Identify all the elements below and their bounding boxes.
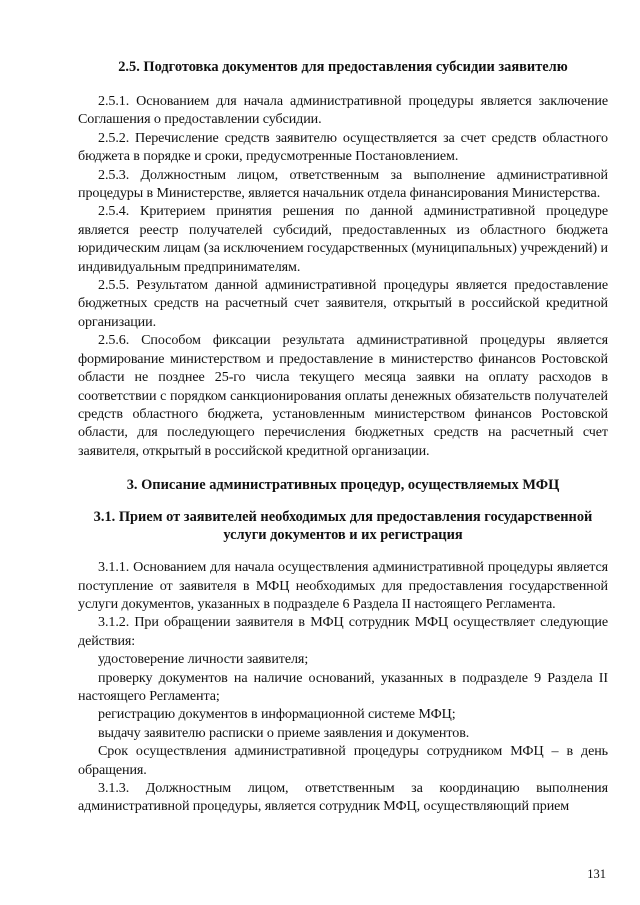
- paragraph: 3.1.2. При обращении заявителя в МФЦ сотрудник МФЦ осуществляет следующие действия:: [78, 614, 608, 649]
- paragraph: 2.5.3. Должностным лицом, ответственным за выполнение административной процедуры в Министерстве, является начальник отдела финансирования Министерства.: [78, 166, 608, 202]
- paragraph: 2.5.2. Перечисление средств заявителю осуществляется за счет средств областного бюджета в порядке и сроки, предусмотренные Постановлением.: [78, 129, 608, 165]
- paragraph: 2.5.4. Критерием принятия решения по данной административной процедуре является реестр получателей субсидий, предоставленных из областного бюджета юридическим лицам (за исключением государственных (муниципальных) учреждений) и индивидуальным предпринимателям.: [78, 203, 608, 275]
- paragraph: 3.1.1. Основанием для начала осуществления административной процедуры является поступление от заявителя в МФЦ необходимых для предоставления государственной услуги документов, указанных в подразделе 6 Раздела II настоящего Регламента.: [78, 559, 608, 612]
- section-heading: 3. Описание административных процедур, осуществляемых МФЦ: [126, 477, 560, 494]
- list-item: проверку документов на наличие оснований, указанных в подразделе 9 Раздела II настоящего Регламента;: [78, 669, 608, 704]
- paragraph: 2.5.5. Результатом данной административной процедуры является предоставление бюджетных средств на расчетный счет заявителя, открытый в российской кредитной организации.: [78, 277, 608, 330]
- list-item: удостоверение личности заявителя;: [98, 651, 309, 668]
- paragraph: Срок осуществления административной процедуры сотрудником МФЦ – в день обращения.: [78, 743, 608, 778]
- paragraph: 2.5.6. Способом фиксации результата административной процедуры является формирование министерством и предоставление в министерство финансов Ростовской области не позднее 25-го числа текущего месяца заявки на оплату расходов в соответствии с порядком санкционирования оплаты денежных обязательств получателей средств областного бюджета, установленным министерством финансов Ростовской области, для последующего перечисления бюджетных средств на расчетный счет заявителя, открытый в российской кредитной организации.: [78, 332, 608, 459]
- document-page: [78, 58, 608, 816]
- page-number: 131: [587, 867, 606, 881]
- section-heading: 2.5. Подготовка документов для предоставления субсидии заявителю: [118, 59, 568, 75]
- subsection-heading: 3.1. Прием от заявителей необходимых для предоставления государственной услуги документов и их регистрация: [93, 509, 593, 544]
- paragraph: 3.1.3. Должностным лицом, ответственным за координацию выполнения административной процедуры, является сотрудник МФЦ, осуществляющий прием: [78, 780, 608, 815]
- paragraph: 2.5.1. Основанием для начала административной процедуры является заключение Соглашения о предоставлении субсидии.: [78, 93, 608, 128]
- list-item: выдачу заявителю расписки о приеме заявления и документов.: [98, 724, 470, 741]
- list-item: регистрацию документов в информационной системе МФЦ;: [98, 706, 456, 723]
